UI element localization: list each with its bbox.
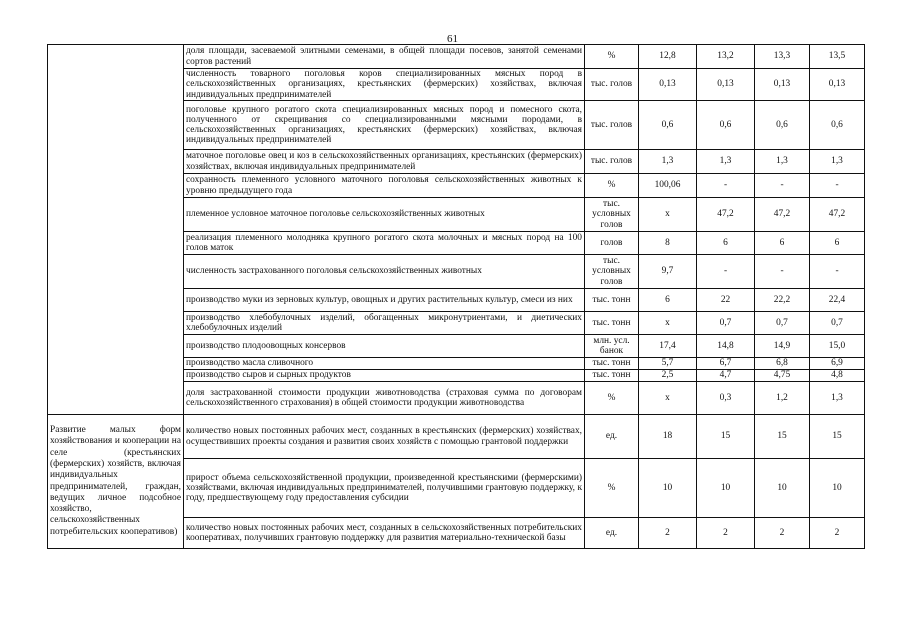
unit-cell: тыс. голов: [585, 101, 639, 150]
unit-cell: тыс. тонн: [585, 312, 639, 335]
value-cell: 18: [639, 415, 697, 459]
unit-cell: %: [585, 459, 639, 518]
value-cell: 2: [755, 518, 810, 549]
indicator-cell: прирост объема сельскохозяйственной продукции, произведенной крестьянскими (фермерскими) хозяйствами, включая индивидуальных предпринимателей, получившими грантовую поддержку, к году, предшествующему году предоставления субсидии: [184, 459, 585, 518]
value-cell: 10: [810, 459, 865, 518]
unit-cell: тыс. тонн: [585, 289, 639, 312]
indicator-cell: доля площади, засеваемой элитными семенами, в общей площади посевов, занятой семенами сортов растений: [184, 45, 585, 69]
value-cell: 2: [697, 518, 755, 549]
value-cell: 1,3: [697, 150, 755, 174]
indicator-cell: маточное поголовье овец и коз в сельскохозяйственных организациях, крестьянских (фермерских) хозяйствах, включая индивидуальных предпринимателей: [184, 150, 585, 174]
value-cell: 100,06: [639, 174, 697, 198]
value-cell: 0,13: [697, 69, 755, 101]
value-cell: 9,7: [639, 255, 697, 289]
unit-cell: ед.: [585, 518, 639, 549]
unit-cell: %: [585, 174, 639, 198]
unit-cell: тыс. условных голов: [585, 255, 639, 289]
value-cell: 14,9: [755, 335, 810, 358]
value-cell: 0,6: [697, 101, 755, 150]
value-cell: 0,3: [697, 382, 755, 415]
value-cell: х: [639, 198, 697, 232]
indicator-cell: реализация племенного молодняка крупного рогатого скота молочных и мясных пород на 100 голов маток: [184, 232, 585, 255]
value-cell: 6: [639, 289, 697, 312]
table-row: [48, 415, 865, 459]
value-cell: 2: [639, 518, 697, 549]
table-row: [48, 45, 865, 69]
value-cell: 15,0: [810, 335, 865, 358]
value-cell: 0,13: [810, 69, 865, 101]
indicator-cell: поголовье крупного рогатого скота специализированных мясных пород и помесного скота, полученного от скрещивания со специализированными мясными породами, в сельскохозяйственных организациях, крестьянских (фермерских) хозяйствах, включая индивидуальных предпринимателей: [184, 101, 585, 150]
value-cell: -: [810, 174, 865, 198]
unit-cell: %: [585, 382, 639, 415]
value-cell: 2,5: [639, 370, 697, 382]
value-cell: 10: [639, 459, 697, 518]
value-cell: 6: [810, 232, 865, 255]
value-cell: 4,7: [697, 370, 755, 382]
unit-cell: голов: [585, 232, 639, 255]
unit-cell: тыс. голов: [585, 150, 639, 174]
value-cell: 0,7: [697, 312, 755, 335]
indicator-cell: племенное условное маточное поголовье сельскохозяйственных животных: [184, 198, 585, 232]
value-cell: 14,8: [697, 335, 755, 358]
value-cell: 22,4: [810, 289, 865, 312]
value-cell: 4,8: [810, 370, 865, 382]
value-cell: -: [810, 255, 865, 289]
indicator-cell: производство плодоовощных консервов: [184, 335, 585, 358]
value-cell: 47,2: [755, 198, 810, 232]
value-cell: 8: [639, 232, 697, 255]
value-cell: 0,6: [639, 101, 697, 150]
indicator-cell: количество новых постоянных рабочих мест, созданных в сельскохозяйственных потребительских кооперативах, получивших грантовую поддержку для развития материально-технической базы: [184, 518, 585, 549]
value-cell: 4,75: [755, 370, 810, 382]
indicator-cell: производство хлебобулочных изделий, обогащенных микронутриентами, и диетических хлебобулочных изделий: [184, 312, 585, 335]
value-cell: 1,3: [755, 150, 810, 174]
value-cell: 1,3: [810, 382, 865, 415]
page-number: 61: [447, 33, 458, 45]
value-cell: 0,7: [810, 312, 865, 335]
value-cell: 6,9: [810, 358, 865, 370]
value-cell: 5,7: [639, 358, 697, 370]
value-cell: 0,13: [639, 69, 697, 101]
value-cell: 22: [697, 289, 755, 312]
indicator-cell: численность застрахованного поголовья сельскохозяйственных животных: [184, 255, 585, 289]
program-name-cell: Развитие малых форм хозяйствования и кооперации на селе (крестьянских (фермерских) хозяйств, включая индивидуальных предпринимателей, граждан, ведущих личное подсобное хозяйство, сельскохозяйственных потребительских кооперативов): [48, 415, 184, 549]
value-cell: 15: [810, 415, 865, 459]
value-cell: 13,2: [697, 45, 755, 69]
indicators-table: [47, 44, 865, 549]
value-cell: -: [697, 255, 755, 289]
value-cell: 0,6: [810, 101, 865, 150]
value-cell: 47,2: [697, 198, 755, 232]
indicator-cell: сохранность племенного условного маточного поголовья сельскохозяйственных животных к уровню предыдущего года: [184, 174, 585, 198]
value-cell: 1,2: [755, 382, 810, 415]
indicator-cell: производство масла сливочного: [184, 358, 585, 370]
value-cell: -: [755, 174, 810, 198]
value-cell: 22,2: [755, 289, 810, 312]
value-cell: 15: [697, 415, 755, 459]
value-cell: 13,5: [810, 45, 865, 69]
value-cell: 17,4: [639, 335, 697, 358]
value-cell: 1,3: [810, 150, 865, 174]
indicator-cell: производство муки из зерновых культур, овощных и других растительных культур, смеси из них: [184, 289, 585, 312]
unit-cell: млн. усл. банок: [585, 335, 639, 358]
value-cell: 13,3: [755, 45, 810, 69]
value-cell: 0,7: [755, 312, 810, 335]
value-cell: 6: [697, 232, 755, 255]
program-cell-empty: [48, 45, 184, 415]
value-cell: 6: [755, 232, 810, 255]
value-cell: 1,3: [639, 150, 697, 174]
indicator-cell: численность товарного поголовья коров специализированных мясных пород в сельскохозяйственных организациях, крестьянских (фермерских) хозяйствах, включая индивидуальных предпринимателей: [184, 69, 585, 101]
unit-cell: %: [585, 45, 639, 69]
indicator-cell: производство сыров и сырных продуктов: [184, 370, 585, 382]
value-cell: 10: [755, 459, 810, 518]
value-cell: 12,8: [639, 45, 697, 69]
value-cell: 0,6: [755, 101, 810, 150]
value-cell: 6,8: [755, 358, 810, 370]
value-cell: 15: [755, 415, 810, 459]
value-cell: х: [639, 312, 697, 335]
value-cell: 0,13: [755, 69, 810, 101]
value-cell: 47,2: [810, 198, 865, 232]
unit-cell: тыс. голов: [585, 69, 639, 101]
unit-cell: тыс. тонн: [585, 370, 639, 382]
value-cell: 6,7: [697, 358, 755, 370]
value-cell: 10: [697, 459, 755, 518]
unit-cell: тыс. условных голов: [585, 198, 639, 232]
indicator-cell: доля застрахованной стоимости продукции животноводства (страховая сумма по договорам сельскохозяйственного страхования) в общей стоимости продукции животноводства: [184, 382, 585, 415]
unit-cell: ед.: [585, 415, 639, 459]
unit-cell: тыс. тонн: [585, 358, 639, 370]
value-cell: х: [639, 382, 697, 415]
value-cell: -: [755, 255, 810, 289]
value-cell: 2: [810, 518, 865, 549]
indicator-cell: количество новых постоянных рабочих мест, созданных в крестьянских (фермерских) хозяйствах, осуществивших проекты создания и развития своих хозяйств с помощью грантовой поддержки: [184, 415, 585, 459]
value-cell: -: [697, 174, 755, 198]
